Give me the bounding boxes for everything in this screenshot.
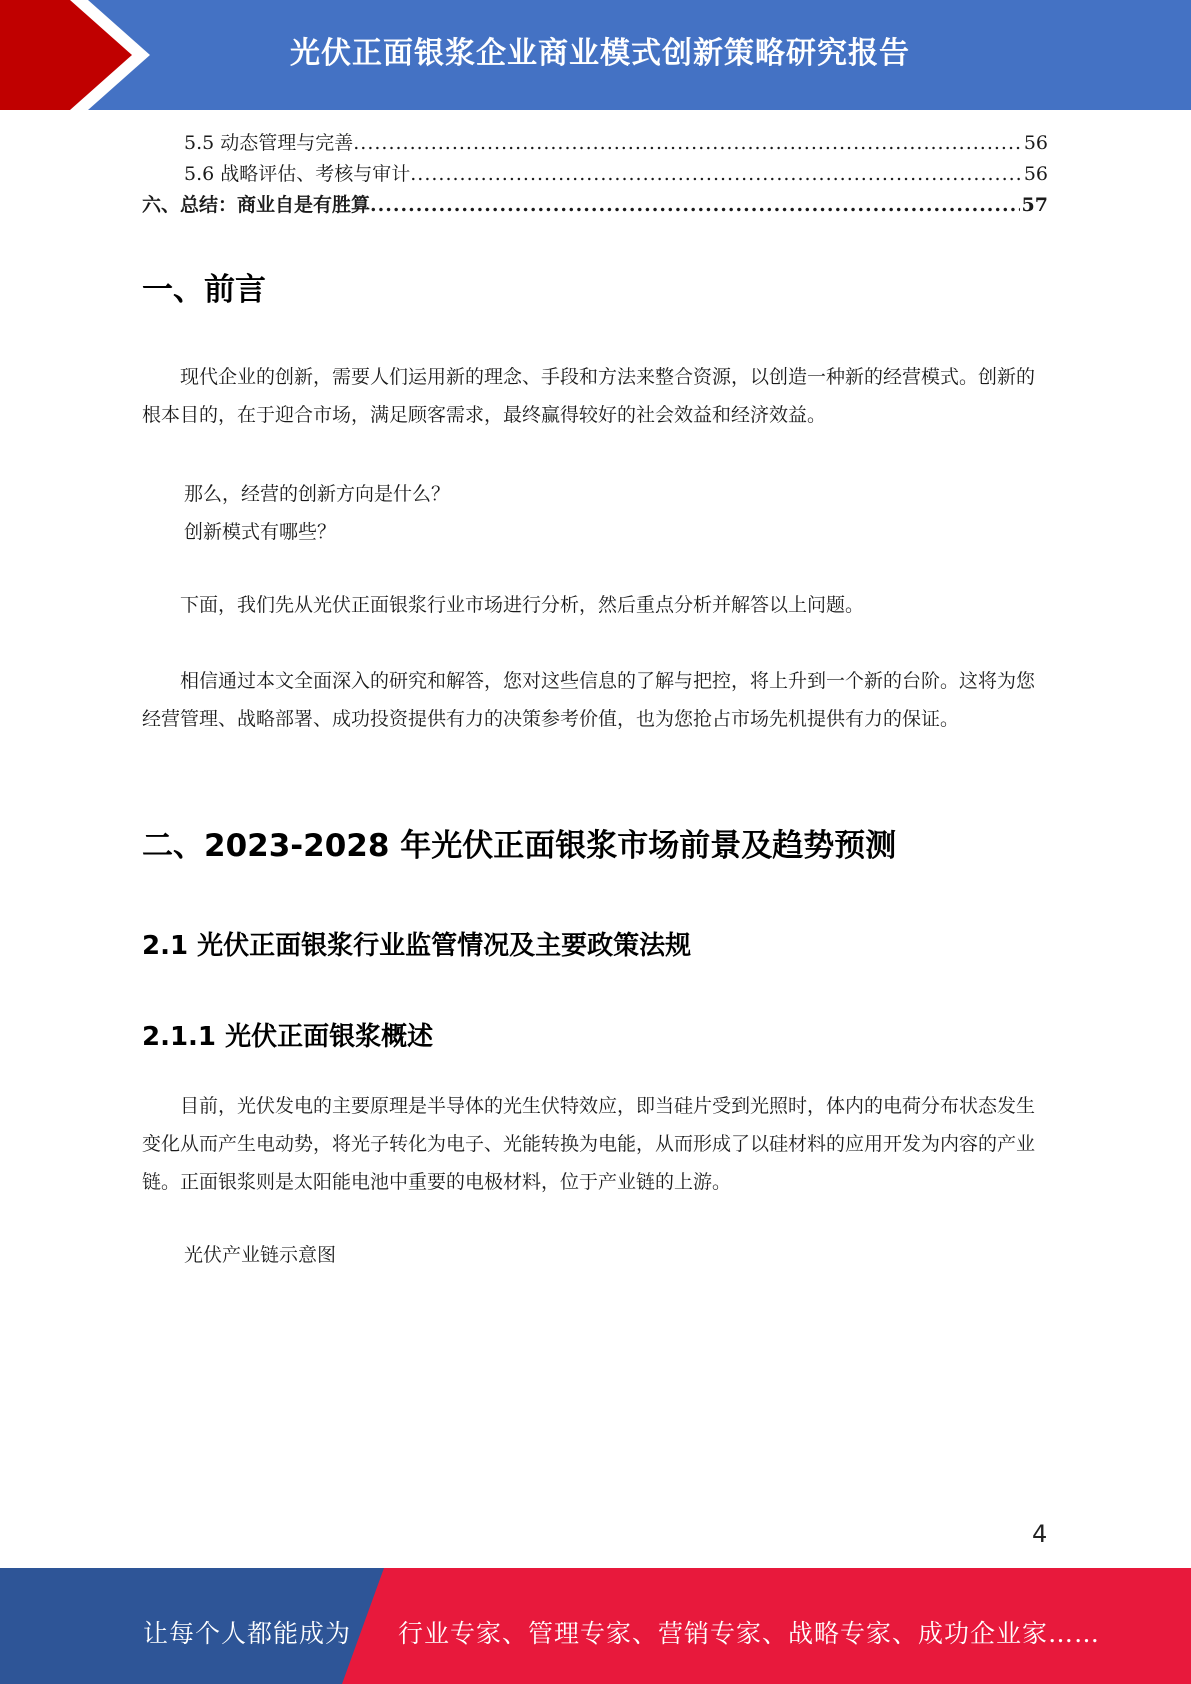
footer-slogan-right: 行业专家、管理专家、营销专家、战略专家、成功企业家…… [398,1619,1101,1648]
toc-entry[interactable] [142,190,1048,221]
toc-entry-label: 六、总结：商业自是有胜算 [142,194,371,216]
section-heading-preface: 一、前言 [142,272,266,308]
toc-entry-page: 56 [1023,132,1048,154]
figure-caption: 光伏产业链示意图 [184,1244,337,1266]
header-arrow-decoration [0,0,160,110]
overview-paragraph: 目前，光伏发电的主要原理是半导体的光生伏特效应，即当硅片受到光照时，体内的电荷分布状态发生变化从而产生电动势，将光子转化为电子、光能转换为电能，从而形成了以硅材料的应用开发为内容的产业链。正面银浆则是太阳能电池中重要的电极材料，位于产业链的上游。 [142,1095,1036,1193]
toc-entry[interactable] [142,159,1048,190]
page-number: 4 [1032,1520,1048,1548]
toc-entry-page: 56 [1023,163,1048,185]
preface-question-1: 那么，经营的创新方向是什么？ [184,483,451,505]
toc-leader-dots [410,163,1022,185]
page-header [0,0,1191,110]
subsection-heading-2-1: 2.1 光伏正面银浆行业监管情况及主要政策法规 [142,931,692,961]
preface-paragraph-2: 下面，我们先从光伏正面银浆行业市场进行分析，然后重点分析并解答以上问题。 [180,594,865,616]
toc-entry-label: 5.5 动态管理与完善 [184,132,354,154]
page-footer [0,1568,1191,1684]
toc-entry[interactable] [142,128,1048,159]
table-of-contents [142,128,1048,221]
subsection-heading-2-1-1: 2.1.1 光伏正面银浆概述 [142,1022,434,1052]
preface-question-2: 创新模式有哪些？ [184,521,337,543]
toc-entry-page: 57 [1021,194,1048,216]
preface-paragraph-3: 相信通过本文全面深入的研究和解答，您对这些信息的了解与把控，将上升到一个新的台阶。这将为您经营管理、战略部署、成功投资提供有力的决策参考价值，也为您抢占市场先机提供有力的保证。 [142,670,1036,730]
preface-paragraph-1: 现代企业的创新，需要人们运用新的理念、手段和方法来整合资源，以创造一种新的经营模式。创新的根本目的，在于迎合市场，满足顾客需求，最终赢得较好的社会效益和经济效益。 [142,366,1036,426]
toc-entry-label: 5.6 战略评估、考核与审计 [184,163,411,185]
footer-slogan-left: 让每个人都能成为 [143,1619,352,1648]
toc-leader-dots [370,194,1020,216]
toc-leader-dots [353,132,1022,154]
section-heading-market: 二、2023-2028 年光伏正面银浆市场前景及趋势预测 [142,828,897,864]
report-title: 光伏正面银浆企业商业模式创新策略研究报告 [290,36,910,71]
